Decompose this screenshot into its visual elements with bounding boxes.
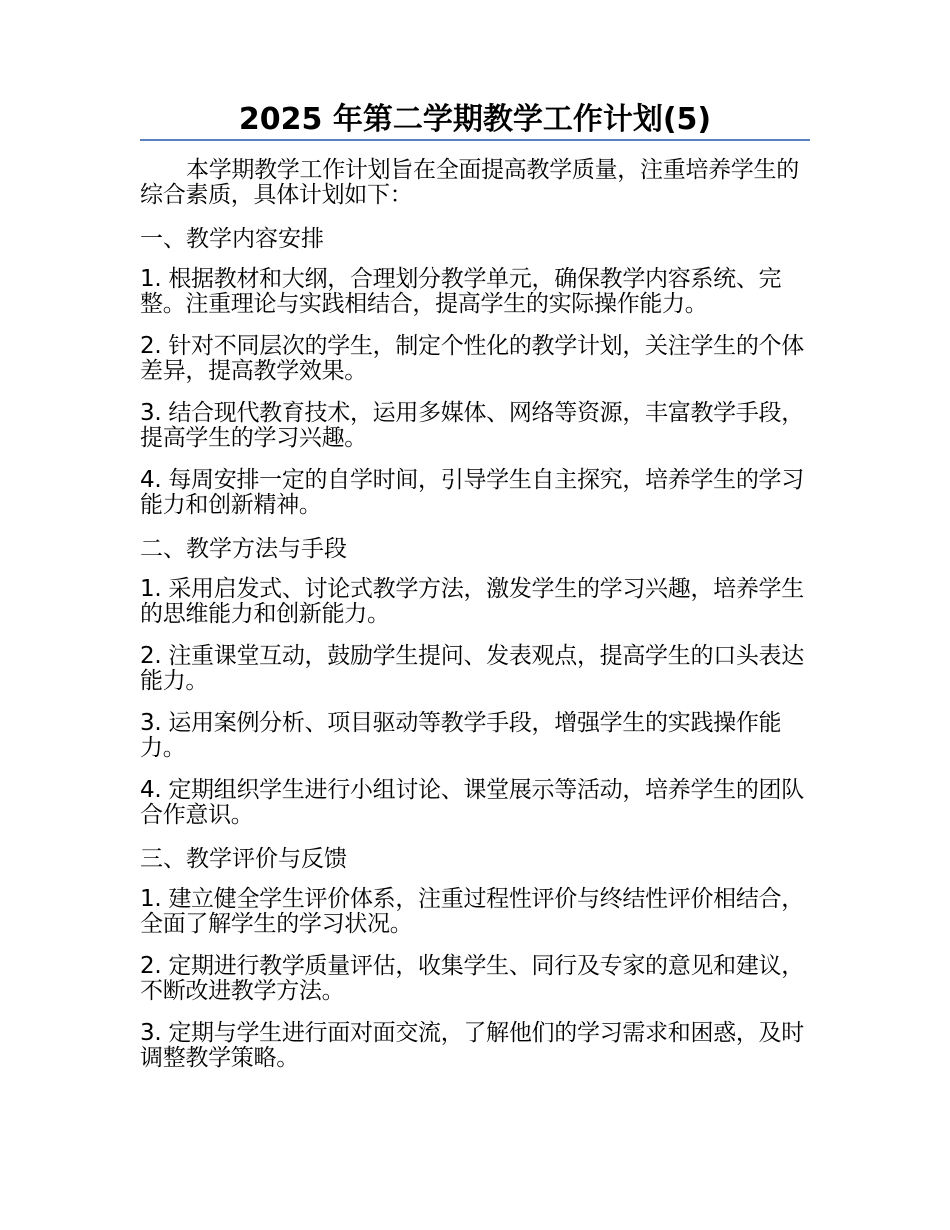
intro-paragraph: 本学期教学工作计划旨在全面提高教学质量，注重培养学生的综合素质，具体计划如下：	[140, 157, 799, 208]
list-item: 2. 注重课堂互动，鼓励学生提问、发表观点，提高学生的口头表达能力。	[140, 643, 804, 694]
list-item: 3. 运用案例分析、项目驱动等教学手段，增强学生的实践操作能力。	[140, 710, 782, 761]
list-item: 2. 针对不同层次的学生，制定个性化的教学计划，关注学生的个体差异，提高教学效果。	[140, 333, 804, 384]
section-heading: 三、教学评价与反馈	[140, 846, 347, 872]
section-heading: 一、教学内容安排	[140, 226, 324, 252]
list-item: 1. 根据教材和大纲，合理划分教学单元，确保教学内容系统、完整。注重理论与实践相结合，提高学生的实际操作能力。	[140, 266, 782, 317]
list-item: 2. 定期进行教学质量评估，收集学生、同行及专家的意见和建议，不断改进教学方法。	[140, 953, 804, 1004]
title-underline	[140, 139, 810, 141]
section-methods	[140, 535, 810, 828]
list-item: 1. 建立健全学生评价体系，注重过程性评价与终结性评价相结合，全面了解学生的学习状况。	[140, 886, 804, 937]
list-item: 4. 定期组织学生进行小组讨论、课堂展示等活动，培养学生的团队合作意识。	[140, 777, 804, 828]
section-content-arrangement	[140, 225, 810, 518]
document-title: 2025 年第二学期教学工作计划(5)	[238, 102, 712, 137]
section-heading: 二、教学方法与手段	[140, 536, 347, 562]
list-item: 3. 结合现代教育技术，运用多媒体、网络等资源，丰富教学手段，提高学生的学习兴趣。	[140, 400, 804, 451]
document-body	[140, 158, 810, 1088]
list-item: 1. 采用启发式、讨论式教学方法，激发学生的学习兴趣，培养学生的思维能力和创新能力。	[140, 576, 804, 627]
list-item: 3. 定期与学生进行面对面交流，了解他们的学习需求和困惑，及时调整教学策略。	[140, 1020, 804, 1071]
section-evaluation	[140, 845, 810, 1071]
list-item: 4. 每周安排一定的自学时间，引导学生自主探究，培养学生的学习能力和创新精神。	[140, 467, 804, 518]
